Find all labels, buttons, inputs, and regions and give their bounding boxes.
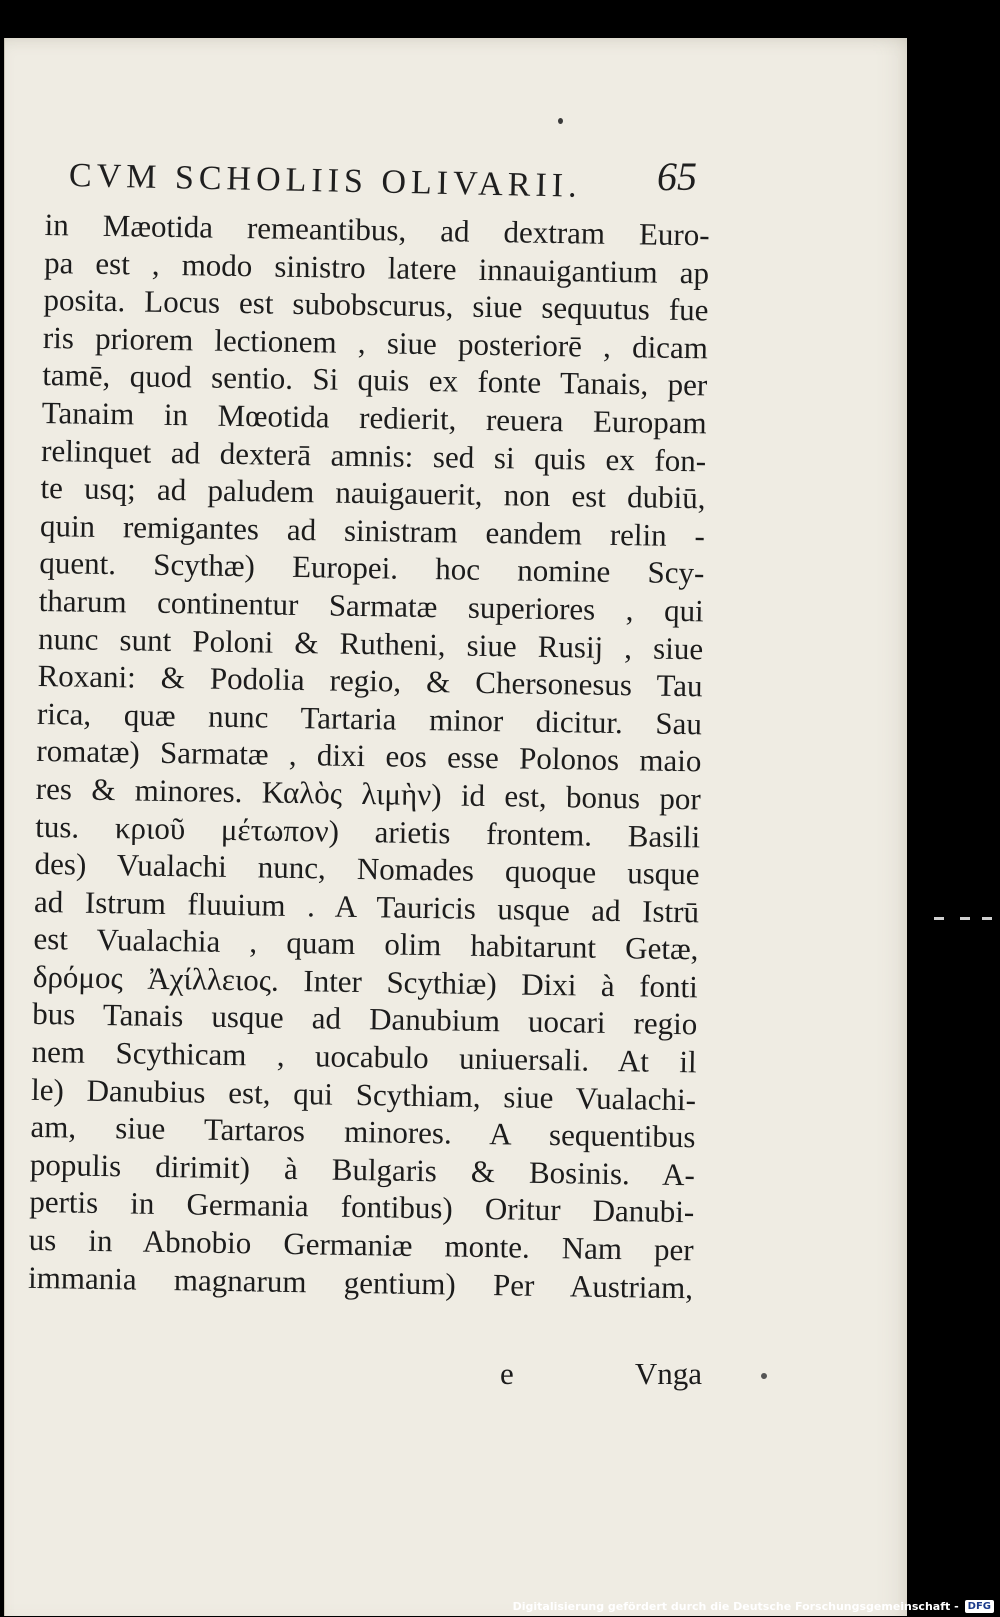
scan-edge-mark [982,917,992,920]
text-line: tus. κριοῦ μέτωπον) arietis frontem. Basili [34,808,701,854]
text-line: nunc sunt Poloni & Rutheni, siue Rusij , siue [37,620,704,666]
text-line: te usq; ad paludem nauigauerit, non est dubiū, [40,470,706,516]
ink-spot [558,118,563,124]
text-line: quent. Scythæ) Europei. hoc nomine Scy- [39,545,705,591]
text-line: bus Tanais usque ad Danubium uocari regio [32,996,698,1042]
text-line: immania magnarum gentium) Per Austriam, [27,1259,694,1305]
text-line: nem Scythicam , uocabulo uniuersali. At il [31,1033,697,1080]
page-number: 65 [657,153,697,199]
text-line: des) Vualachi nunc, Nomades quoque usque [34,846,700,892]
text-line: posita. Locus est subobscurus, siue sequutus fue [43,282,709,328]
catchword-line [45,1356,710,1400]
footer-text: Digitalisierung gefördert durch die Deutsche Forschungsgemeinschaft - [512,1599,959,1613]
text-line: tamē, quod sentio. Si quis ex fonte Tanais, per [42,357,708,403]
text-line: romatæ) Sarmatæ , dixi eos esse Polonos maio [36,733,702,779]
body-text [28,206,710,1307]
running-head-title: CVM SCHOLIIS OLIVARII. [68,157,582,205]
text-line: est Vualachia , quam olim habitarunt Getæ, [33,921,699,967]
scan-edge-mark [960,917,970,920]
text-line: relinquet ad dexterā amnis: sed si quis ex fon- [40,432,707,478]
text-line: δρόμος Ἀχίλλειος. Inter Scythiæ) Dixi à fonti [32,958,699,1005]
text-line: Roxani: & Podolia regio, & Chersonesus Tau [37,658,703,704]
text-line: rica, quæ nunc Tartaria minor dicitur. Sau [36,695,703,742]
catchword: Vnga [634,1356,702,1391]
dfg-logo-icon: DFG [965,1600,994,1613]
text-line: quin remigantes ad sinistram eandem relin - [39,507,706,554]
text-line: ad Istrum fluuium . A Tauricis usque ad Istrū [33,883,700,930]
text-line: res & minores. Καλὸς λιμὴν) id est, bonus por [35,770,702,817]
text-line: us in Abnobio Germaniæ monte. Nam per [28,1221,694,1268]
running-head [69,148,697,204]
text-line: pa est , modo sinistro latere innauigantium ap [43,244,710,291]
ink-spot [761,1373,767,1379]
book-page [4,38,907,1616]
text-line: ris priorem lectionem , siue posteriorē , dicam [42,319,709,366]
scan-edge-mark [934,917,944,920]
digitization-footer [513,1597,994,1615]
text-line: le) Danubius est, qui Scythiam, siue Vualachi- [30,1071,697,1117]
signature-mark: e [500,1356,514,1391]
text-line: tharum continentur Sarmatæ superiores , qui [38,582,704,629]
text-line: am, siue Tartaros minores. A sequentibus [30,1109,696,1155]
text-line: in Mæotida remeantibus, ad dextram Euro- [44,206,710,253]
text-line: Tanaim in Mœotida redierit, reuera Europam [41,394,707,441]
text-line: populis dirimit) à Bulgaris & Bosinis. A- [29,1146,696,1193]
text-line: pertis in Germania fontibus) Oritur Danubi- [29,1184,695,1230]
